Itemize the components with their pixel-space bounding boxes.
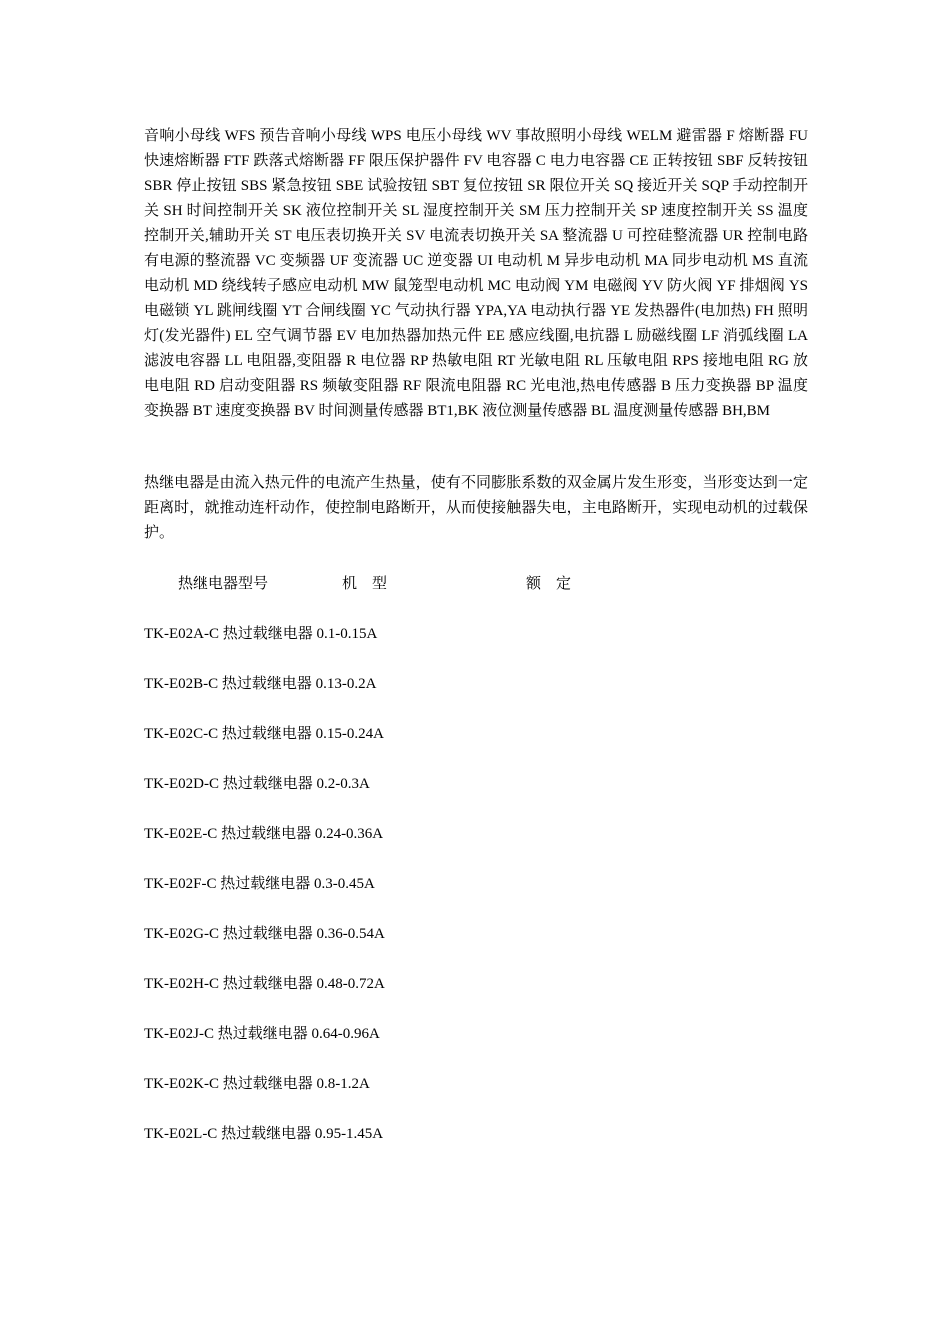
relay-table-header (144, 572, 808, 597)
relay-item: TK-E02J-C 热过载继电器 0.64-0.96A (144, 1026, 380, 1042)
relay-item: TK-E02H-C 热过载继电器 0.48-0.72A (144, 976, 385, 992)
relay-item: TK-E02A-C 热过载继电器 0.1-0.15A (144, 626, 378, 642)
relay-item: TK-E02D-C 热过载继电器 0.2-0.3A (144, 776, 370, 792)
symbols-paragraph: 音响小母线 WFS 预告音响小母线 WPS 电压小母线 WV 事故照明小母线 WELM 避雷器 F 熔断器 FU 快速熔断器 FTF 跌落式熔断器 FF 限压保护器件 FV 电容器 C 电力电容器 CE 正转按钮 SBF 反转按钮 SBR 停止按钮 SBS 紧急按钮 SBE 试验按钮 SBT 复位按钮 SR 限位开关 SQ 接近开关 SQP 手动控制开关 SH 时间控制开关 SK 液位控制开关 SL 湿度控制开关 SM 压力控制开关 SP 速度控制开关 SS 温度控制开关,辅助开关 ST 电压表切换开关 SV 电流表切换开关 SA 整流器 U 可控硅整流器 UR 控制电路有电源的整流器 VC 变频器 UF 变流器 UC 逆变器 UI 电动机 M 异步电动机 MA 同步电动机 MS 直流电动机 MD 绕线转子感应电动机 MW 鼠笼型电动机 MC 电动阀 YM 电磁阀 YV 防火阀 YF 排烟阀 YS 电磁锁 YL 跳闸线圈 YT 合闸线圈 YC 气动执行器 YPA,YA 电动执行器 YE 发热器件(电加热) FH 照明灯(发光器件) EL 空气调节器 EV 电加热器加热元件 EE 感应线圈,电抗器 L 励磁线圈 LF 消弧线圈 LA 滤波电容器 LL 电阻器,变阻器 R 电位器 RP 热敏电阻 RT 光敏电阻 RL 压敏电阻 RPS 接地电阻 RG 放电电阻 RD 启动变阻器 RS 频敏变阻器 RF 限流电阻器 RC 光电池,热电传感器 B 压力变换器 BP 温度变换器 BT 速度变换器 BV 时间测量传感器 BT1,BK 液位测量传感器 BL 温度测量传感器 BH,BM (144, 128, 808, 419)
relay-item: TK-E02E-C 热过载继电器 0.24-0.36A (144, 826, 384, 842)
relay-item: TK-E02C-C 热过载继电器 0.15-0.24A (144, 726, 384, 742)
relay-list (144, 622, 808, 1147)
relay-item: TK-E02K-C 热过载继电器 0.8-1.2A (144, 1076, 370, 1092)
header-model: 热继电器型号 (178, 576, 269, 592)
relay-item: TK-E02B-C 热过载继电器 0.13-0.2A (144, 676, 377, 692)
document-page (144, 124, 808, 1172)
relay-item: TK-E02F-C 热过载继电器 0.3-0.45A (144, 876, 375, 892)
header-type: 机 型 (342, 576, 388, 592)
header-rating: 额 定 (526, 576, 572, 592)
relay-item: TK-E02G-C 热过载继电器 0.36-0.54A (144, 926, 385, 942)
thermal-relay-intro-paragraph: 热继电器是由流入热元件的电流产生热量，使有不同膨胀系数的双金属片发生形变，当形变达到一定距离时，就推动连杆动作，使控制电路断开，从而使接触器失电，主电路断开，实现电动机的过载保护。 (144, 475, 808, 541)
relay-item: TK-E02L-C 热过载继电器 0.95-1.45A (144, 1126, 384, 1142)
